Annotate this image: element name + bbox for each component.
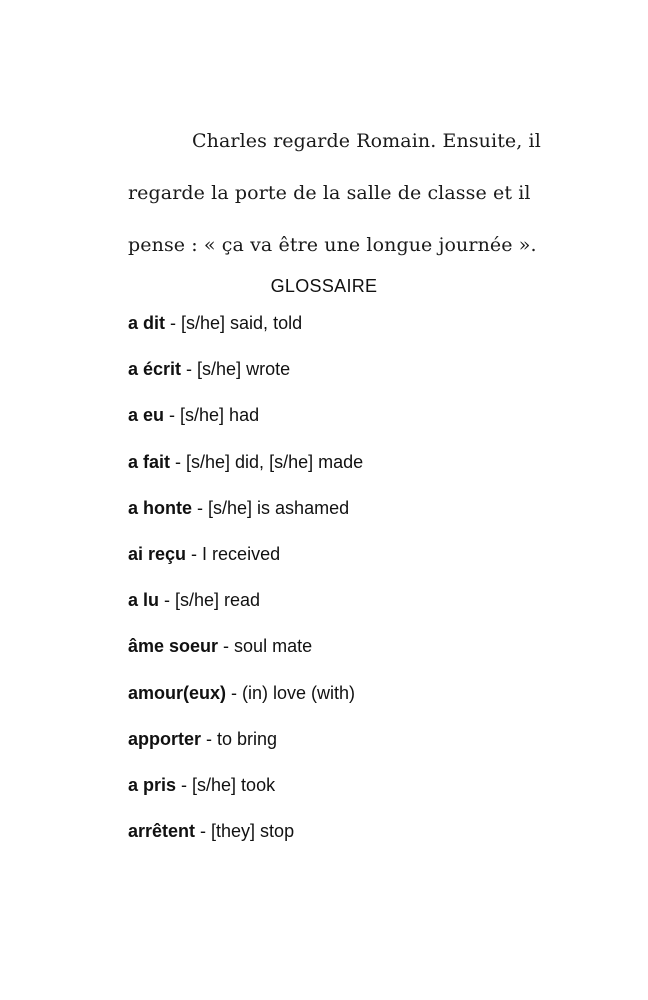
glossary-entry — [128, 404, 568, 450]
glossary-definition: [they] stop — [211, 821, 295, 842]
glossary-definition: [s/he] took — [192, 774, 276, 795]
separator: - — [165, 313, 182, 333]
glossary-term: a lu — [128, 590, 160, 611]
glossary-term: a écrit — [128, 359, 182, 380]
glossary-term: amour(eux) — [128, 682, 227, 703]
separator: - — [195, 821, 212, 842]
glossary-definition: [s/he] is ashamed — [208, 497, 350, 518]
glossary-term: arrêtent — [128, 821, 196, 842]
glossary-entry — [128, 543, 568, 589]
glossary-heading — [0, 276, 648, 297]
glossary-definition: [s/he] read — [175, 590, 261, 611]
glossary-definition: soul mate — [234, 636, 313, 657]
glossary-definition: I received — [202, 543, 281, 564]
glossary-definition: [s/he] said, told — [181, 313, 303, 333]
paragraph-line: regarde la porte de la salle de classe et il — [128, 182, 531, 204]
glossary-term: a pris — [128, 774, 177, 795]
glossary-entry — [128, 820, 568, 866]
separator: - — [181, 359, 198, 380]
separator: - — [201, 728, 218, 749]
separator: - — [192, 497, 209, 518]
glossary-term: ai reçu — [128, 543, 187, 564]
glossary-entry — [128, 635, 568, 681]
glossary-term: âme soeur — [128, 636, 219, 657]
paragraph-line: pense : « ça va être une longue journée ». — [128, 234, 537, 256]
glossary-term: a fait — [128, 451, 171, 472]
glossary-definition: [s/he] had — [180, 405, 260, 426]
separator: - — [218, 636, 235, 657]
glossary-definition: to bring — [217, 728, 278, 749]
glossary-entry — [128, 682, 568, 728]
glossary-definition: (in) love (with) — [242, 682, 356, 703]
glossary-entry — [128, 312, 568, 358]
separator: - — [159, 590, 176, 611]
glossary-entry — [128, 774, 568, 820]
glossary-title-text: GLOSSAIRE — [270, 276, 378, 296]
glossary-entry — [128, 497, 568, 543]
separator: - — [176, 774, 193, 795]
glossary-list — [128, 312, 568, 866]
glossary-entry — [128, 358, 568, 404]
glossary-entry — [128, 728, 568, 774]
separator: - — [226, 682, 243, 703]
separator: - — [164, 405, 181, 426]
glossary-term: a dit — [128, 313, 166, 333]
separator: - — [170, 451, 187, 472]
glossary-entry — [128, 451, 568, 497]
glossary-definition: [s/he] wrote — [197, 359, 291, 380]
separator: - — [186, 543, 203, 564]
glossary-term: a honte — [128, 497, 193, 518]
glossary-definition: [s/he] did, [s/he] made — [186, 451, 364, 472]
glossary-entry — [128, 589, 568, 635]
glossary-term: a eu — [128, 405, 165, 426]
paragraph-line: Charles regarde Romain. Ensuite, il — [192, 130, 541, 152]
story-paragraph — [128, 124, 541, 280]
glossary-term: apporter — [128, 728, 202, 749]
